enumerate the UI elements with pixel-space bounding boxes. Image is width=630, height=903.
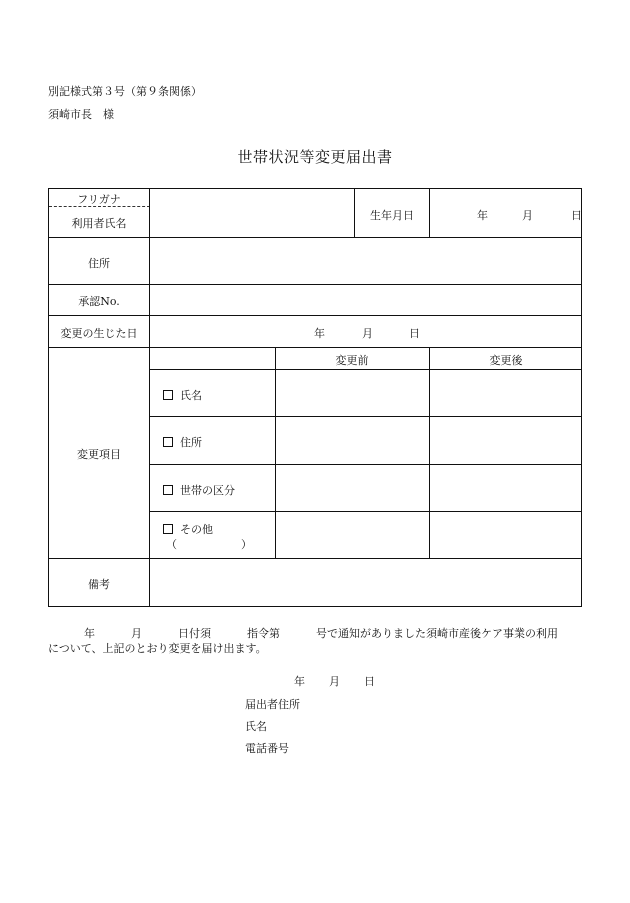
row-line [48, 237, 582, 238]
change-date-day: 日 [409, 327, 420, 340]
column-line [275, 347, 276, 558]
row-line [150, 511, 582, 512]
checkbox-icon[interactable] [163, 390, 173, 400]
before-change-header: 変更前 [335, 354, 369, 367]
other-paren-close: ） [241, 538, 252, 551]
column-line [429, 347, 430, 558]
change-date-year: 年 [314, 327, 325, 340]
change-form-table [48, 188, 582, 607]
row-line [48, 315, 582, 316]
item-other-checkbox-row[interactable] [163, 521, 213, 537]
row-line [150, 369, 582, 370]
change-date-month: 月 [362, 327, 373, 340]
birthdate-day: 日 [571, 209, 582, 222]
item-name-label: 氏名 [180, 389, 202, 402]
notifier-address-label: 届出者住所 [245, 698, 300, 711]
column-line [354, 188, 355, 237]
item-name-checkbox-row[interactable] [163, 387, 202, 403]
checkbox-icon[interactable] [163, 524, 173, 534]
row-line [48, 284, 582, 285]
statement-month: 月 [131, 627, 142, 640]
change-items-label: 変更項目 [77, 448, 121, 461]
statement-year: 年 [84, 627, 95, 640]
remarks-label: 備考 [88, 578, 110, 591]
addressee: 須崎市長 様 [48, 108, 114, 121]
column-line [149, 188, 150, 607]
table-border [48, 188, 582, 607]
row-line [150, 464, 582, 465]
item-address-label: 住所 [180, 436, 202, 449]
checkbox-icon[interactable] [163, 485, 173, 495]
row-line [48, 558, 582, 559]
statement-day-ref: 日付須 [178, 627, 211, 640]
furigana-label: フリガナ [77, 193, 121, 206]
footer-date [294, 673, 375, 689]
row-line [150, 416, 582, 417]
notifier-name-label: 氏名 [245, 720, 267, 733]
row-line [48, 347, 582, 348]
birthdate-year: 年 [477, 209, 488, 222]
page-title: 世帯状況等変更届出書 [237, 148, 393, 166]
birthdate-month: 月 [522, 209, 533, 222]
change-date-label: 変更の生じた日 [60, 327, 138, 340]
statement-directive: 指令第 [247, 627, 280, 640]
birthdate-label: 生年月日 [370, 209, 414, 222]
footer-day: 日 [364, 675, 375, 688]
approval-no-label: 承認No. [78, 295, 120, 308]
other-paren-open: （ [166, 538, 177, 551]
statement-line-2: について、上記のとおり変更を届け出ます。 [48, 642, 267, 655]
footer-month: 月 [329, 675, 340, 688]
form-reference: 別記様式第３号（第９条関係） [48, 85, 202, 98]
checkbox-icon[interactable] [163, 437, 173, 447]
address-label: 住所 [88, 257, 110, 270]
item-other-label: その他 [180, 523, 213, 536]
user-name-label: 利用者氏名 [71, 217, 127, 230]
after-change-header: 変更後 [489, 354, 523, 367]
footer-year: 年 [294, 675, 305, 688]
statement-line1-tail: 号で通知がありました須崎市産後ケア事業の利用 [316, 627, 558, 640]
notifier-phone-label: 電話番号 [245, 742, 289, 755]
item-household-checkbox-row[interactable] [163, 482, 235, 498]
item-household-label: 世帯の区分 [180, 484, 235, 497]
item-address-checkbox-row[interactable] [163, 434, 202, 450]
statement-line-1 [48, 625, 558, 641]
user-name-field[interactable] [200, 194, 352, 230]
column-line [429, 188, 430, 237]
